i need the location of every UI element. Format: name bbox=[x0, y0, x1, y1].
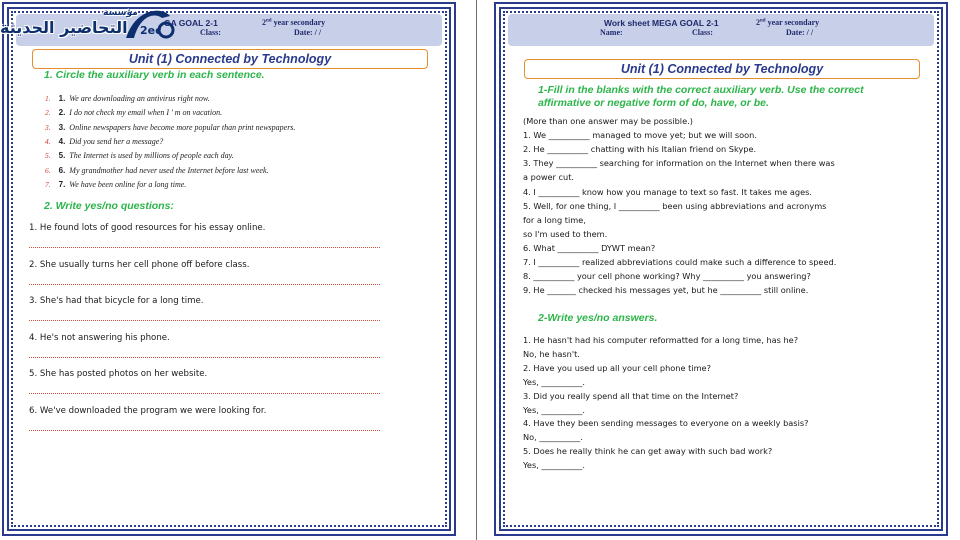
item-text: I do not check my email when I ' m on vacation. bbox=[69, 108, 223, 118]
exercise-line: 3. They __________ searching for information on the Internet when there was bbox=[523, 158, 835, 169]
item-number: 6. bbox=[58, 165, 66, 175]
answer-line bbox=[29, 247, 380, 248]
exercise-line: for a long time, bbox=[523, 214, 586, 225]
question-item: 4. He's not answering his phone. bbox=[29, 332, 170, 343]
question-item: 6. We've downloaded the program we were looking for. bbox=[29, 406, 267, 416]
list-item bbox=[45, 123, 295, 132]
list-item bbox=[45, 151, 234, 160]
exercise-line: 5. Well, for one thing, I __________ been using abbreviations and acronyms bbox=[523, 200, 827, 211]
answer-line bbox=[29, 320, 380, 321]
answer-line: 2. Have you used up all your cell phone time? bbox=[523, 362, 711, 373]
exercise-line: so I'm used to them. bbox=[523, 228, 608, 239]
answer-line: Yes, __________. bbox=[523, 404, 585, 415]
item-number-red: 3. bbox=[45, 122, 51, 132]
date-label: Date: / / bbox=[294, 28, 322, 37]
item-text: The Internet is used by millions of people each day. bbox=[69, 151, 234, 161]
item-number: 5. bbox=[58, 151, 66, 161]
section-2-heading: 2-Write yes/no answers. bbox=[538, 312, 658, 324]
question-item: 5. She has posted photos on her website. bbox=[29, 369, 208, 380]
answer-line: No, he hasn't. bbox=[523, 348, 580, 359]
class-label: Class: bbox=[200, 28, 221, 37]
unit-title: Unit (1) Connected by Technology bbox=[524, 59, 920, 79]
answer-line: 1. He hasn't had his computer reformatted for a long time, has he? bbox=[523, 335, 799, 345]
item-number-red: 4. bbox=[45, 136, 51, 146]
item-text: Did you send her a message? bbox=[69, 136, 164, 146]
exercise-line: 2. He __________ chatting with his Italian friend on Skype. bbox=[523, 144, 757, 155]
header-band bbox=[508, 14, 934, 46]
answer-line: 4. Have they been sending messages to everyone on a weekly basis? bbox=[523, 418, 809, 429]
item-number: 7. bbox=[58, 179, 66, 189]
item-text: My grandmother had never used the Internet before last week. bbox=[69, 165, 269, 175]
name-label: Name: bbox=[600, 28, 623, 37]
list-item bbox=[45, 166, 269, 175]
item-number-red: 2. bbox=[45, 108, 51, 118]
answer-line: 5. Does he really think he can get away with such bad work? bbox=[523, 446, 773, 457]
date-label: Date: / / bbox=[786, 28, 814, 37]
item-number-red: 7. bbox=[45, 179, 51, 189]
worksheet-title: Work sheet MEGA GOAL 2-1 bbox=[604, 18, 719, 28]
exercise-line: 6. What __________ DYWT mean? bbox=[523, 242, 656, 253]
answer-line: Yes, __________. bbox=[523, 460, 585, 471]
logo-main-text: التحاضير الحديثة bbox=[0, 18, 128, 37]
grade-label: 2nd year secondary bbox=[262, 18, 326, 27]
exercise-line: 8. __________ your cell phone working? Why __________ you answering? bbox=[523, 271, 811, 282]
page-divider bbox=[476, 0, 477, 540]
exercise-line: (More than one answer may be possible.) bbox=[523, 116, 693, 126]
item-number: 2. bbox=[58, 108, 66, 118]
class-label: Class: bbox=[692, 28, 713, 37]
svg-text:2ec: 2ec bbox=[140, 24, 162, 37]
section-2-heading: 2. Write yes/no questions: bbox=[44, 200, 174, 212]
answer-line: No, __________. bbox=[523, 432, 583, 443]
section-1-heading-line-1: 1-Fill in the blanks with the correct auxiliary verb. Use the correct bbox=[538, 84, 864, 96]
answer-line bbox=[29, 357, 380, 358]
item-number: 3. bbox=[58, 122, 66, 132]
answer-line: 3. Did you really spend all that time on the Internet? bbox=[523, 390, 739, 401]
list-item bbox=[45, 108, 222, 117]
answer-line: Yes, __________. bbox=[523, 376, 585, 387]
section-1-heading-line-2: affirmative or negative form of do, have, or be. bbox=[538, 97, 769, 109]
worksheet-title: GA GOAL 2-1 bbox=[164, 18, 218, 28]
item-text: Online newspapers have become more popular than print newspapers. bbox=[69, 122, 296, 132]
section-1-heading: 1. Circle the auxiliary verb in each sentence. bbox=[44, 69, 265, 81]
item-number-red: 5. bbox=[45, 151, 51, 161]
logo-small-text: مؤسسة bbox=[103, 8, 138, 18]
answer-line bbox=[29, 393, 380, 394]
publisher-logo bbox=[0, 4, 180, 44]
list-item bbox=[45, 94, 210, 103]
item-number-red: 1. bbox=[45, 94, 51, 103]
grade-label: 2nd year secondary bbox=[756, 18, 820, 27]
list-item bbox=[45, 137, 163, 146]
question-item: 1. He found lots of good resources for his essay online. bbox=[29, 223, 266, 233]
exercise-line: 1. We __________ managed to move yet; but we will soon. bbox=[523, 130, 757, 141]
exercise-line: 4. I __________ know how you manage to text so fast. It takes me ages. bbox=[523, 186, 812, 197]
item-number: 1. bbox=[58, 94, 66, 103]
exercise-line: a power cut. bbox=[523, 172, 575, 183]
unit-title: Unit (1) Connected by Technology bbox=[32, 49, 428, 69]
item-text: We have been online for a long time. bbox=[69, 179, 187, 189]
worksheet-page-left bbox=[2, 2, 456, 536]
question-item: 2. She usually turns her cell phone off before class. bbox=[29, 259, 250, 270]
list-item bbox=[45, 180, 186, 189]
answer-line bbox=[29, 430, 380, 431]
exercise-line: 9. He _______ checked his messages yet, but he __________ still online. bbox=[523, 285, 809, 296]
answer-line bbox=[29, 284, 380, 285]
item-number: 4. bbox=[58, 136, 66, 146]
exercise-line: 7. I __________ realized abbreviations could make such a difference to speed. bbox=[523, 257, 837, 267]
item-text: We are downloading an antivirus right now. bbox=[69, 94, 210, 103]
question-item: 3. She's had that bicycle for a long time. bbox=[29, 296, 204, 307]
item-number-red: 6. bbox=[45, 165, 51, 175]
